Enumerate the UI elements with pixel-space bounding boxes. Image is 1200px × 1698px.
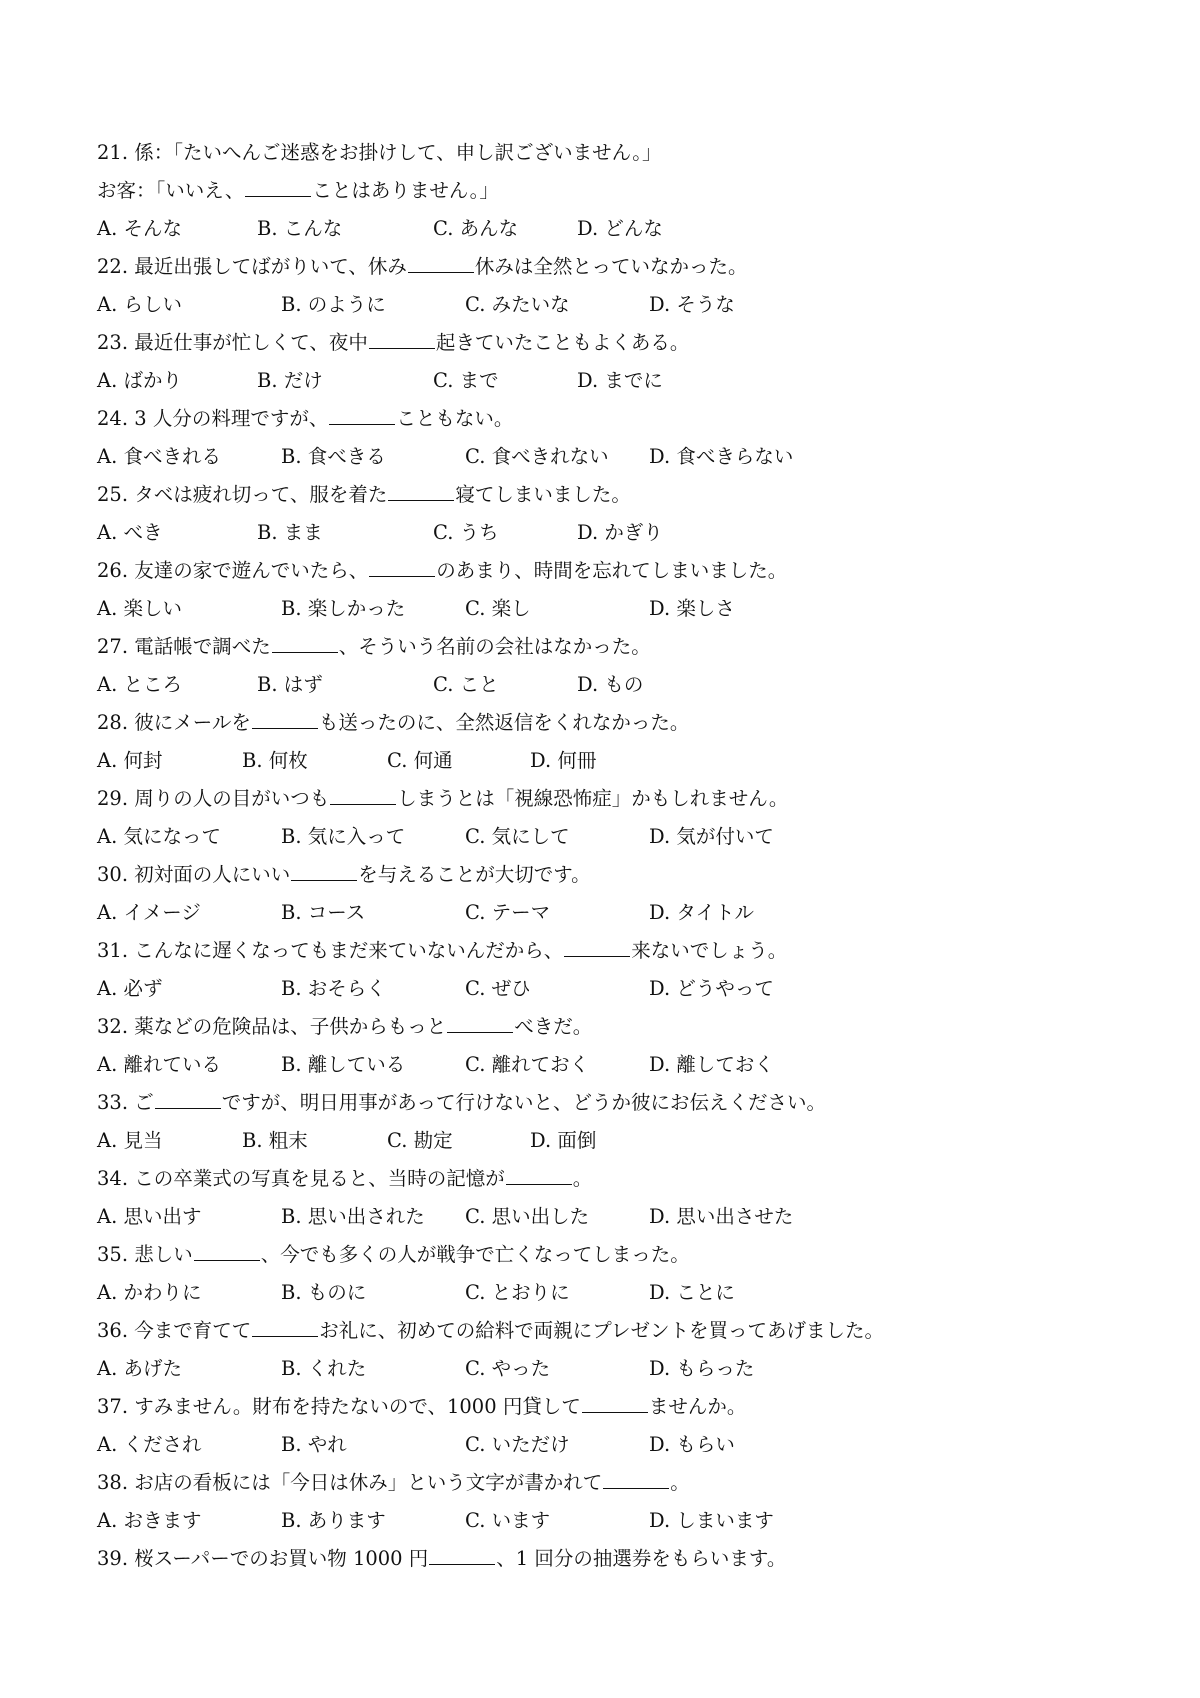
answer-blank xyxy=(388,478,454,501)
answer-option-a: A. ばかり xyxy=(97,369,182,392)
answer-option-a: A. 食べきれる xyxy=(97,445,221,468)
question-text xyxy=(97,552,1137,590)
question-text-after: も送ったのに、全然返信をくれなかった。 xyxy=(318,711,690,734)
answer-option-b: B. ものに xyxy=(281,1281,367,1304)
answer-blank xyxy=(330,782,396,805)
question-text-before: 28. 彼にメールを xyxy=(97,711,251,734)
answer-options xyxy=(97,590,1137,628)
answer-option-b: B. だけ xyxy=(257,369,323,392)
answer-option-a: A. 何封 xyxy=(97,749,163,772)
answer-option-a: A. かわりに xyxy=(97,1281,202,1304)
question-text-before: 32. 薬などの危険品は、子供からもっと xyxy=(97,1015,447,1038)
answer-options xyxy=(97,438,1137,476)
question-text xyxy=(97,324,1137,362)
answer-blank xyxy=(564,934,630,957)
question-text xyxy=(97,780,1137,818)
question-text-after: 。 xyxy=(572,1167,593,1190)
answer-option-c: C. まで xyxy=(433,369,499,392)
answer-option-b: B. こんな xyxy=(257,217,343,240)
answer-blank xyxy=(155,1086,221,1109)
answer-options xyxy=(97,210,1137,248)
answer-option-d: D. 何冊 xyxy=(530,749,597,772)
question-text-before: 39. 桜スーパーでのお買い物 1000 円 xyxy=(97,1547,429,1570)
answer-option-c: C. 楽し xyxy=(465,597,531,620)
answer-option-a: A. 見当 xyxy=(97,1129,163,1152)
question-text xyxy=(97,1388,1137,1426)
question-21 xyxy=(97,134,1137,248)
answer-option-b: B. くれた xyxy=(281,1357,367,1380)
answer-blank xyxy=(272,630,338,653)
question-text-before: 30. 初対面の人にいい xyxy=(97,863,291,886)
answer-blank xyxy=(245,174,311,197)
question-text-after: ことはありません。」 xyxy=(312,179,499,202)
answer-option-d: D. タイトル xyxy=(649,901,754,924)
answer-option-a: A. ところ xyxy=(97,673,182,696)
answer-option-d: D. 離しておく xyxy=(649,1053,774,1076)
answer-options xyxy=(97,1426,1137,1464)
answer-option-c: C. 思い出した xyxy=(465,1205,590,1228)
answer-option-d: D. どんな xyxy=(577,217,663,240)
answer-option-b: B. 粗末 xyxy=(242,1129,308,1152)
question-text-before: 22. 最近出張してばがりいて、休み xyxy=(97,255,407,278)
question-22 xyxy=(97,248,1137,324)
question-text xyxy=(97,1236,1137,1274)
question-text-after: 来ないでしょう。 xyxy=(631,939,788,962)
answer-option-a: A. 必ず xyxy=(97,977,163,1000)
question-text-before: 23. 最近仕事が忙しくて、夜中 xyxy=(97,331,368,354)
question-text-after: 休みは全然とっていなかった。 xyxy=(474,255,748,278)
answer-option-b: B. まま xyxy=(257,521,323,544)
answer-option-d: D. もらった xyxy=(649,1357,755,1380)
answer-option-c: C. いただけ xyxy=(465,1433,570,1456)
answer-option-d: D. そうな xyxy=(649,293,735,316)
answer-options xyxy=(97,514,1137,552)
answer-option-b: B. 気に入って xyxy=(281,825,406,848)
question-23 xyxy=(97,324,1137,400)
answer-option-a: A. 楽しい xyxy=(97,597,182,620)
answer-option-b: B. あります xyxy=(281,1509,386,1532)
answer-blank xyxy=(506,1162,572,1185)
answer-option-b: B. 離している xyxy=(281,1053,406,1076)
question-text-before: 21. 係：「たいへんご迷惑をお掛けして、申し訳ございません。」 xyxy=(97,141,662,164)
question-text-after: のあまり、時間を忘れてしまいました。 xyxy=(436,559,788,582)
answer-option-c: C. こと xyxy=(433,673,499,696)
answer-option-d: D. もの xyxy=(577,673,644,696)
question-text xyxy=(97,1312,1137,1350)
question-28 xyxy=(97,704,1137,780)
answer-option-b: B. 思い出された xyxy=(281,1205,425,1228)
question-text-after: お礼に、初めての給料で両親にプレゼントを買ってあげました。 xyxy=(319,1319,884,1342)
question-text xyxy=(97,134,1137,172)
question-39 xyxy=(97,1540,1137,1578)
answer-blank xyxy=(369,554,435,577)
answer-option-d: D. もらい xyxy=(649,1433,735,1456)
question-text xyxy=(97,628,1137,666)
answer-options xyxy=(97,1198,1137,1236)
question-25 xyxy=(97,476,1137,552)
answer-options xyxy=(97,1274,1137,1312)
answer-options xyxy=(97,1350,1137,1388)
answer-option-b: B. のように xyxy=(281,293,386,316)
answer-options xyxy=(97,742,1137,780)
answer-option-d: D. しまいます xyxy=(649,1509,774,1532)
answer-option-c: C. 何通 xyxy=(387,749,453,772)
question-text xyxy=(97,1540,1137,1578)
answer-option-a: A. イメージ xyxy=(97,901,201,924)
answer-option-b: B. 食べきる xyxy=(281,445,386,468)
answer-blank xyxy=(603,1466,669,1489)
question-text-after: 起きていたこともよくある。 xyxy=(435,331,690,354)
answer-option-c: C. 食べきれない xyxy=(465,445,609,468)
answer-blank xyxy=(408,250,474,273)
answer-blank xyxy=(329,402,395,425)
answer-options xyxy=(97,286,1137,324)
question-text-before: 31. こんなに遅くなってもまだ来ていないんだから、 xyxy=(97,939,564,962)
question-text-before: 38. お店の看板には「今日は休み」という文字が書かれて xyxy=(97,1471,603,1494)
question-text xyxy=(97,1464,1137,1502)
answer-option-c: C. 気にして xyxy=(465,825,570,848)
answer-options xyxy=(97,1046,1137,1084)
answer-option-c: C. 離れておく xyxy=(465,1053,590,1076)
answer-option-c: C. 勘定 xyxy=(387,1129,453,1152)
answer-option-d: D. かぎり xyxy=(577,521,663,544)
answer-option-a: A. そんな xyxy=(97,217,182,240)
answer-option-d: D. までに xyxy=(577,369,663,392)
answer-blank xyxy=(429,1542,495,1565)
answer-option-a: A. 離れている xyxy=(97,1053,221,1076)
question-30 xyxy=(97,856,1137,932)
question-31 xyxy=(97,932,1137,1008)
answer-option-a: A. らしい xyxy=(97,293,182,316)
answer-options xyxy=(97,362,1137,400)
answer-option-c: C. あんな xyxy=(433,217,519,240)
question-34 xyxy=(97,1160,1137,1236)
answer-option-d: D. 気が付いて xyxy=(649,825,774,848)
question-24 xyxy=(97,400,1137,476)
question-text xyxy=(97,856,1137,894)
answer-blank xyxy=(252,1314,318,1337)
answer-option-d: D. 思い出させた xyxy=(649,1205,794,1228)
question-27 xyxy=(97,628,1137,704)
question-text-before: 29. 周りの人の目がいつも xyxy=(97,787,330,810)
question-29 xyxy=(97,780,1137,856)
answer-option-c: C. みたいな xyxy=(465,293,570,316)
question-37 xyxy=(97,1388,1137,1464)
question-text xyxy=(97,1160,1137,1198)
answer-option-d: D. どうやって xyxy=(649,977,774,1000)
question-text-after: ませんか。 xyxy=(648,1395,747,1418)
question-text-before: 27. 電話帳で調べた xyxy=(97,635,271,658)
question-text xyxy=(97,932,1137,970)
question-33 xyxy=(97,1084,1137,1160)
answer-options xyxy=(97,970,1137,1008)
question-26 xyxy=(97,552,1137,628)
answer-option-d: D. 食べきらない xyxy=(649,445,794,468)
answer-option-d: D. ことに xyxy=(649,1281,735,1304)
answer-option-c: C. います xyxy=(465,1509,551,1532)
answer-blank xyxy=(252,706,318,729)
question-text xyxy=(97,1084,1137,1122)
question-text-before: 36. 今まで育てて xyxy=(97,1319,252,1342)
answer-option-a: A. あげた xyxy=(97,1357,182,1380)
answer-option-b: B. 何枚 xyxy=(242,749,308,772)
answer-blank xyxy=(447,1010,513,1033)
question-text xyxy=(97,172,1137,210)
question-text-after: 。 xyxy=(670,1471,690,1494)
question-text-before: 33. ご xyxy=(97,1091,154,1114)
answer-options xyxy=(97,818,1137,856)
answer-option-a: A. 気になって xyxy=(97,825,221,848)
answer-option-a: A. くだされ xyxy=(97,1433,202,1456)
question-text-before: 24. 3 人分の料理ですが、 xyxy=(97,407,329,430)
answer-options xyxy=(97,1122,1137,1160)
answer-option-c: C. テーマ xyxy=(465,901,551,924)
question-text-before: お客：「いいえ、 xyxy=(97,179,245,202)
question-38 xyxy=(97,1464,1137,1540)
question-text-before: 37. すみません。財布を持たないので、1000 円貸して xyxy=(97,1395,581,1418)
question-36 xyxy=(97,1312,1137,1388)
answer-option-d: D. 面倒 xyxy=(530,1129,597,1152)
question-35 xyxy=(97,1236,1137,1312)
question-text xyxy=(97,704,1137,742)
answer-options xyxy=(97,894,1137,932)
question-text-after: べきだ。 xyxy=(514,1015,593,1038)
question-text-after: ですが、明日用事があって行けないと、どうか彼にお伝えください。 xyxy=(221,1091,827,1114)
question-text xyxy=(97,476,1137,514)
answer-option-b: B. はず xyxy=(257,673,323,696)
question-text-after: を与えることが大切です。 xyxy=(358,863,591,886)
question-text-before: 25. タベは疲れ切って、服を着た xyxy=(97,483,388,506)
answer-options xyxy=(97,666,1137,704)
answer-blank xyxy=(582,1390,648,1413)
question-32 xyxy=(97,1008,1137,1084)
question-text-before: 35. 悲しい xyxy=(97,1243,193,1266)
answer-option-b: B. おそらく xyxy=(281,977,386,1000)
answer-option-b: B. 楽しかった xyxy=(281,597,406,620)
answer-options xyxy=(97,1502,1137,1540)
question-list xyxy=(97,134,1137,1578)
question-text-after: 、そういう名前の会社はなかった。 xyxy=(338,635,651,658)
answer-blank xyxy=(369,326,435,349)
question-text xyxy=(97,400,1137,438)
answer-option-a: A. 思い出す xyxy=(97,1205,202,1228)
answer-blank xyxy=(291,858,357,881)
answer-option-c: C. やった xyxy=(465,1357,551,1380)
question-text-after: 、今でも多くの人が戦争で亡くなってしまった。 xyxy=(260,1243,690,1266)
answer-option-c: C. ぜひ xyxy=(465,977,531,1000)
question-text-after: 、1 回分の抽選券をもらいます。 xyxy=(496,1547,787,1570)
answer-option-c: C. とおりに xyxy=(465,1281,570,1304)
answer-option-a: A. おきます xyxy=(97,1509,202,1532)
answer-option-a: A. べき xyxy=(97,521,163,544)
question-text-before: 34. この卒業式の写真を見ると、当時の記憶が xyxy=(97,1167,505,1190)
question-text xyxy=(97,248,1137,286)
answer-option-c: C. うち xyxy=(433,521,499,544)
question-text-after: こともない。 xyxy=(396,407,514,430)
question-text xyxy=(97,1008,1137,1046)
answer-option-b: B. コース xyxy=(281,901,366,924)
answer-option-b: B. やれ xyxy=(281,1433,347,1456)
question-text-before: 26. 友達の家で遊んでいたら、 xyxy=(97,559,369,582)
answer-option-d: D. 楽しさ xyxy=(649,597,735,620)
answer-blank xyxy=(194,1238,260,1261)
question-text-after: 寝てしまいました。 xyxy=(455,483,631,506)
question-text-after: しまうとは「視線恐怖症」かもしれません。 xyxy=(397,787,789,810)
